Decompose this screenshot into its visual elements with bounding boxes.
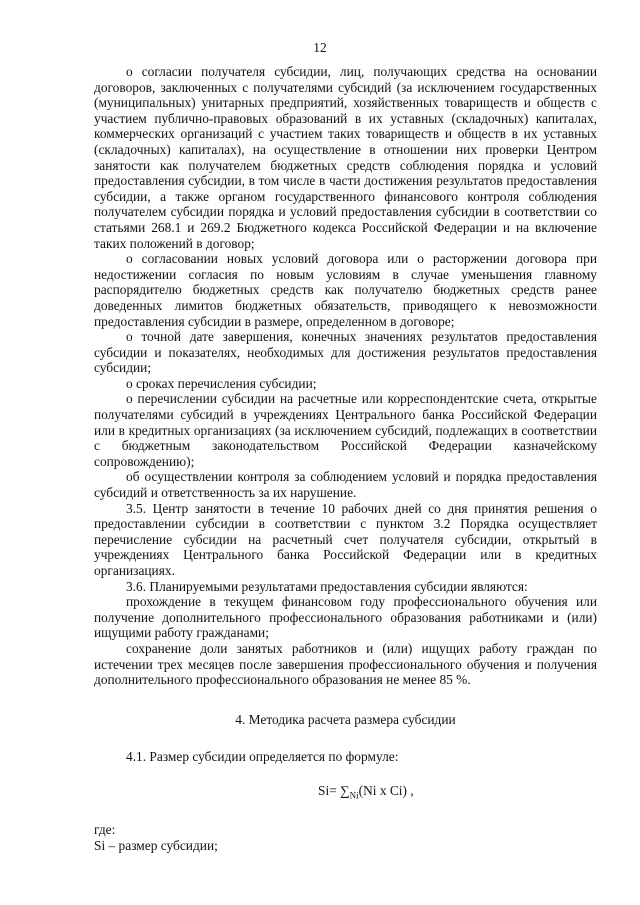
formula-right: (Ni x Ci) , [358, 782, 414, 798]
definition-si: Si – размер субсидии; [94, 837, 218, 853]
paragraph-clause-4-1: 4.1. Размер субсидии определяется по формуле: [126, 749, 399, 765]
paragraph-consent-inspection: о согласии получателя субсидии, лиц, получающих средства на основании договоров, заключенных с получателями субсидий (за исключением государственных (муниципальных) унитарных предприятий, хозяйственных товариществ и обществ с участием публично-правовых образований в их уставных (складочных) капиталах, коммерческих организаций с участием таких товариществ и обществ в их уставных (складочных) капиталах), на осуществление в отношении них проверки Центром занятости как получателем бюджетных средств соблюдения порядка и условий предоставления субсидии, в том числе в части достижения результатов предоставления субсидии, а также органом государственного финансового контроля соблюдения получателем субсидии порядка и условий предоставления субсидии в соответствии со статьями 268.1 и 269.2 Бюджетного кодекса Российской Федерации и на включение таких положений в договор; [94, 64, 597, 251]
section-heading: 4. Методика расчета размера субсидии [235, 711, 456, 727]
paragraph-clause-3-5: 3.5. Центр занятости в течение 10 рабочих дней со дня принятия решения о предоставлении субсидии в соответствии с пунктом 3.2 Порядка осуществляет перечисление субсидии на расчетный счет получателя субсидии, открытый в учреждениях Центрального банка Российской Федерации или в кредитных организациях. [94, 500, 597, 578]
document-body [94, 64, 597, 853]
page-number: 12 [313, 40, 327, 55]
paragraph-clause-3-6: 3.6. Планируемыми результатами предоставления субсидии являются: [126, 578, 528, 594]
paragraph-new-terms: о согласовании новых условий договора или о расторжении договора при недостижении согласия по новым условиям в случае уменьшения главному распорядителю бюджетных средств как получателю бюджетных средств ранее доведенных лимитов бюджетных обязательств, приводящего к невозможности предоставления субсидии в размере, определенном в договоре; [94, 251, 597, 329]
paragraph-result-training: прохождение в текущем финансовом году профессионального обучения или получение дополнительного профессионального образования работниками и (или) ищущими работу гражданами; [94, 594, 597, 641]
paragraph-completion-date: о точной дате завершения, конечных значениях результатов предоставления субсидии и показателях, необходимых для достижения результатов предоставления субсидии; [94, 329, 597, 376]
formula-left: Si= ∑ [318, 782, 350, 798]
paragraph-transfer-terms: о сроках перечисления субсидии; [126, 375, 317, 391]
formula-subscript: Ni [349, 790, 359, 801]
where-label: где: [94, 822, 116, 838]
paragraph-transfer-accounts: о перечислении субсидии на расчетные или корреспондентские счета, открытые получателями субсидий в учреждениях Центрального банка Российской Федерации или в кредитных организациях (за исключением субсидий, подлежащих в соответствии с бюджетным законодательством Российской Федерации казначейскому сопровождению); [94, 391, 597, 469]
paragraph-result-retention: сохранение доли занятых работников и (или) ищущих работу граждан по истечении трех месяцев после завершения профессионального обучения и получения дополнительного профессионального образования не менее 85 %. [94, 640, 597, 688]
paragraph-control: об осуществлении контроля за соблюдением условий и порядка предоставления субсидий и ответственность за их нарушение. [94, 469, 597, 501]
subsidy-formula [94, 783, 597, 804]
